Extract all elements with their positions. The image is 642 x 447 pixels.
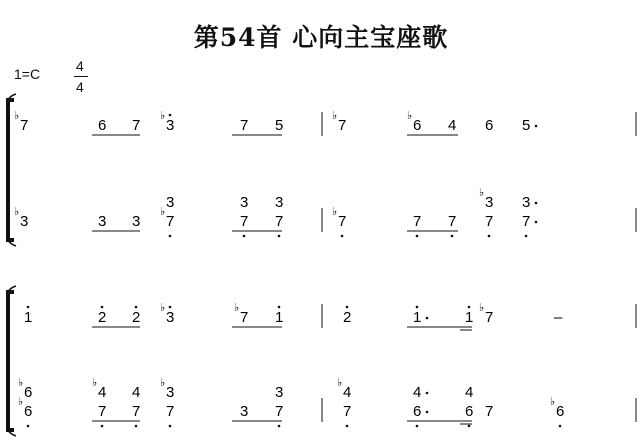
octave-dot-low [101, 425, 104, 428]
octave-dot-low [169, 425, 172, 428]
flat-sign: ♭ [550, 396, 556, 408]
note: 6 [413, 403, 422, 420]
note: 2 [98, 309, 107, 326]
note: 7 [132, 403, 141, 420]
note: 2 [343, 309, 352, 326]
note: 3 [166, 117, 175, 134]
note: 7 [338, 213, 347, 230]
flat-sign: ♭ [332, 110, 338, 122]
octave-dot-low [488, 235, 491, 238]
note: 1 [24, 309, 33, 326]
note: 7 [240, 309, 249, 326]
octave-dot-low [416, 425, 419, 428]
flat-sign: ♭ [337, 377, 343, 389]
chord-note: 4 [98, 384, 107, 401]
chord-note: 3 [240, 194, 249, 211]
octave-dot-low [451, 235, 454, 238]
note: 7 [485, 403, 494, 420]
note: 3 [132, 213, 141, 230]
note: 1 [465, 309, 474, 326]
note: 6 [485, 117, 494, 134]
time-signature-top: 4 [76, 58, 84, 74]
system-bracket [8, 292, 14, 430]
note: 7 [240, 117, 249, 134]
flat-sign: ♭ [234, 302, 240, 314]
flat-sign: ♭ [479, 302, 485, 314]
octave-dot-low [346, 425, 349, 428]
octave-dot-low [525, 235, 528, 238]
augmentation-dot [535, 202, 538, 205]
note: 6 [98, 117, 107, 134]
chord-note: 3 [485, 194, 494, 211]
chord-note: 4 [413, 384, 422, 401]
flat-sign: ♭ [160, 302, 166, 314]
key-signature: 1=C [14, 66, 41, 82]
note: 7 [485, 213, 494, 230]
flat-sign: ♭ [14, 206, 20, 218]
octave-dot-low [341, 235, 344, 238]
note: 7 [240, 213, 249, 230]
octave-dot-high [278, 306, 281, 309]
note: 7 [132, 117, 141, 134]
note: 3 [166, 309, 175, 326]
chord-note: 4 [132, 384, 141, 401]
note: – [554, 309, 563, 326]
chord-note: 3 [275, 384, 284, 401]
octave-dot-high [27, 306, 30, 309]
octave-dot-low [278, 235, 281, 238]
augmentation-dot [426, 392, 429, 395]
note: 7 [275, 213, 284, 230]
note: 7 [522, 213, 531, 230]
note: 7 [485, 309, 494, 326]
octave-dot-low [559, 425, 562, 428]
flat-sign: ♭ [160, 206, 166, 218]
note: 6 [24, 403, 33, 420]
flat-sign: ♭ [160, 377, 166, 389]
flat-sign: ♭ [479, 187, 485, 199]
flat-sign: ♭ [332, 206, 338, 218]
octave-dot-low [278, 425, 281, 428]
octave-dot-high [169, 114, 172, 117]
chord-note: 3 [522, 194, 531, 211]
octave-dot-high [416, 306, 419, 309]
note: 5 [275, 117, 284, 134]
note: 6 [465, 403, 474, 420]
note: 7 [448, 213, 457, 230]
note: 1 [275, 309, 284, 326]
note: 7 [275, 403, 284, 420]
note: 3 [20, 213, 29, 230]
note: 7 [343, 403, 352, 420]
note: 6 [556, 403, 565, 420]
note: 6 [413, 117, 422, 134]
octave-dot-high [169, 306, 172, 309]
octave-dot-high [468, 306, 471, 309]
octave-dot-high [135, 306, 138, 309]
octave-dot-low [416, 235, 419, 238]
octave-dot-low [243, 235, 246, 238]
octave-dot-low [169, 235, 172, 238]
chord-note: 4 [343, 384, 352, 401]
chord-note: 4 [465, 384, 474, 401]
flat-sign: ♭ [18, 377, 24, 389]
augmentation-dot [535, 221, 538, 224]
note: 5 [522, 117, 531, 134]
note: 1 [413, 309, 422, 326]
octave-dot-low [135, 425, 138, 428]
flat-sign: ♭ [92, 377, 98, 389]
chord-note: 6 [24, 384, 33, 401]
flat-sign: ♭ [14, 110, 20, 122]
page-title: 第54首 心向主宝座歌 [193, 23, 449, 52]
octave-dot-low [468, 425, 471, 428]
flat-sign: ♭ [160, 110, 166, 122]
note: 7 [166, 403, 175, 420]
octave-dot-high [346, 306, 349, 309]
augmentation-dot [426, 317, 429, 320]
chord-note: 3 [166, 384, 175, 401]
octave-dot-high [101, 306, 104, 309]
note: 4 [448, 117, 457, 134]
note: 2 [132, 309, 141, 326]
note: 7 [98, 403, 107, 420]
note: 7 [338, 117, 347, 134]
flat-sign: ♭ [18, 396, 24, 408]
octave-dot-low [27, 425, 30, 428]
augmentation-dot [426, 411, 429, 414]
note: 3 [240, 403, 249, 420]
time-signature-bottom: 4 [76, 79, 84, 95]
flat-sign: ♭ [407, 110, 413, 122]
chord-note: 3 [275, 194, 284, 211]
note: 3 [98, 213, 107, 230]
note: 7 [20, 117, 29, 134]
augmentation-dot [535, 125, 538, 128]
note: 7 [166, 213, 175, 230]
chord-note: 3 [166, 194, 175, 211]
note: 7 [413, 213, 422, 230]
